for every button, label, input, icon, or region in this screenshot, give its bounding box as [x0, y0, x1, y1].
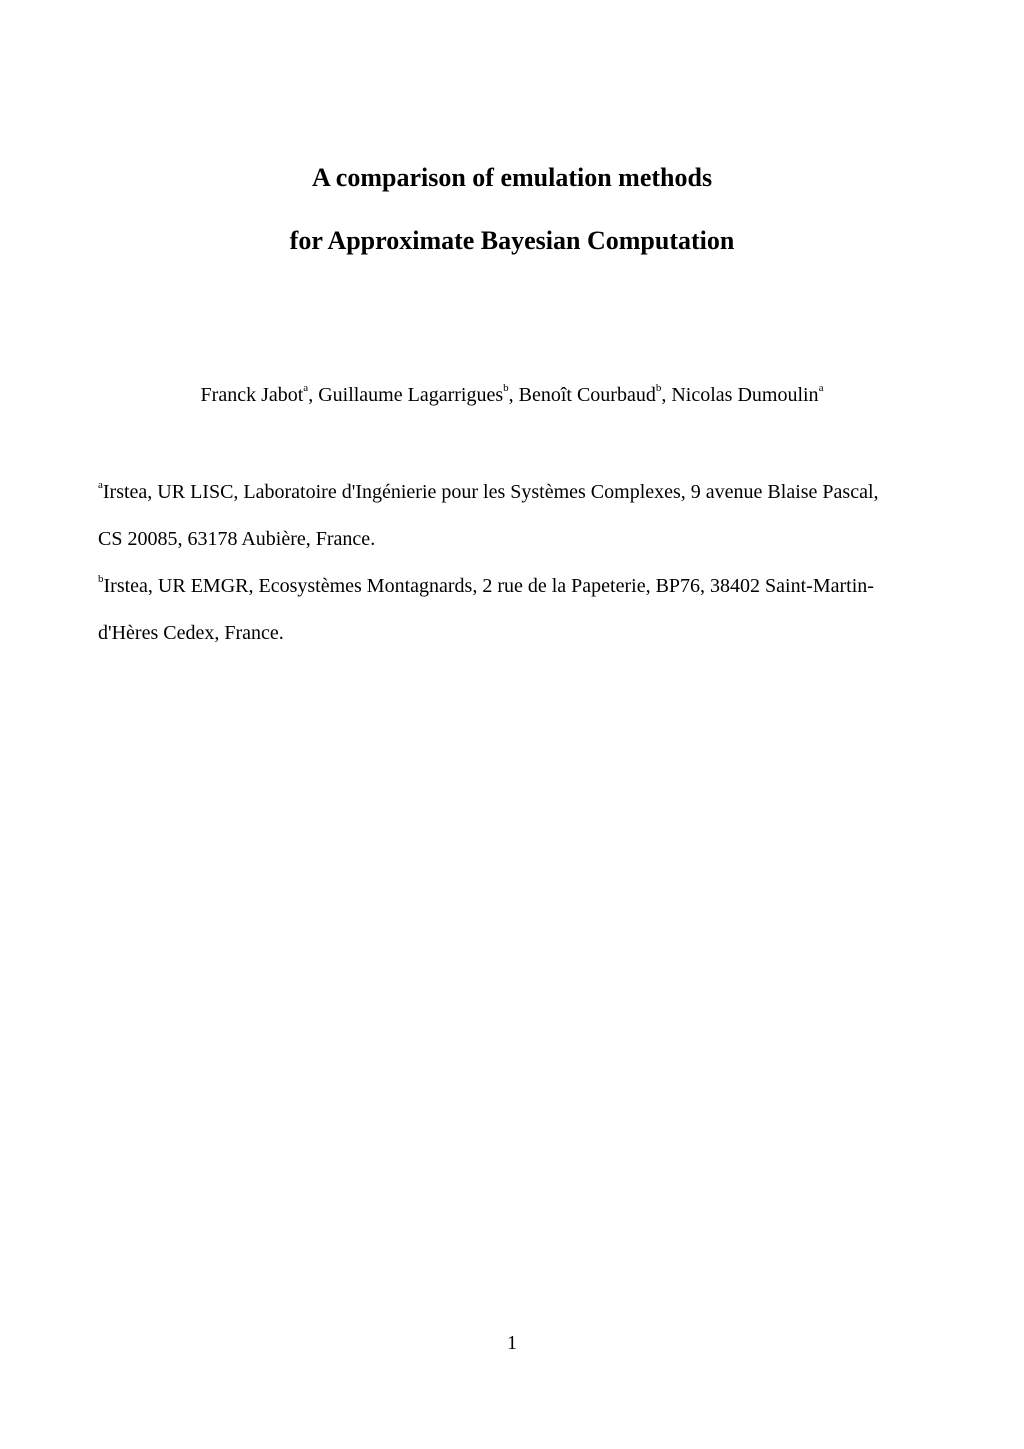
affiliation-text: Irstea, UR EMGR, Ecosystèmes Montagnards, 2 rue de la Papeterie, BP76, 38402 Saint-Martin- [103, 575, 874, 597]
author-list [0, 382, 1024, 408]
author-name: Benoît Courbaud [518, 384, 656, 406]
affiliation-a [98, 479, 879, 505]
affiliation-mark: a [98, 479, 103, 492]
author-separator: , [661, 384, 672, 406]
author-affiliation-mark: b [655, 382, 662, 395]
affiliation-text: Irstea, UR LISC, Laboratoire d'Ingénierie pour les Systèmes Complexes, 9 avenue Blaise Pascal, [102, 481, 879, 503]
affiliation-b-continued: d'Hères Cedex, France. [98, 622, 284, 644]
paper-title-line-2: for Approximate Bayesian Computation [289, 226, 735, 255]
author-affiliation-mark: b [503, 382, 509, 395]
author-affiliation-mark: a [303, 382, 309, 395]
author-affiliation-mark: a [818, 382, 824, 395]
author-separator: , [308, 384, 319, 406]
author-name: Franck Jabot [200, 384, 304, 406]
affiliation-a-continued: CS 20085, 63178 Aubière, France. [98, 528, 376, 550]
affiliation-mark: b [98, 573, 104, 586]
author-separator: , [508, 384, 519, 406]
affiliation-b [98, 573, 874, 599]
paper-title-line-1: A comparison of emulation methods [311, 163, 713, 192]
author-name: Guillaume Lagarrigues [318, 384, 504, 406]
page-number: 1 [507, 1332, 517, 1354]
author-name: Nicolas Dumoulin [671, 384, 819, 406]
